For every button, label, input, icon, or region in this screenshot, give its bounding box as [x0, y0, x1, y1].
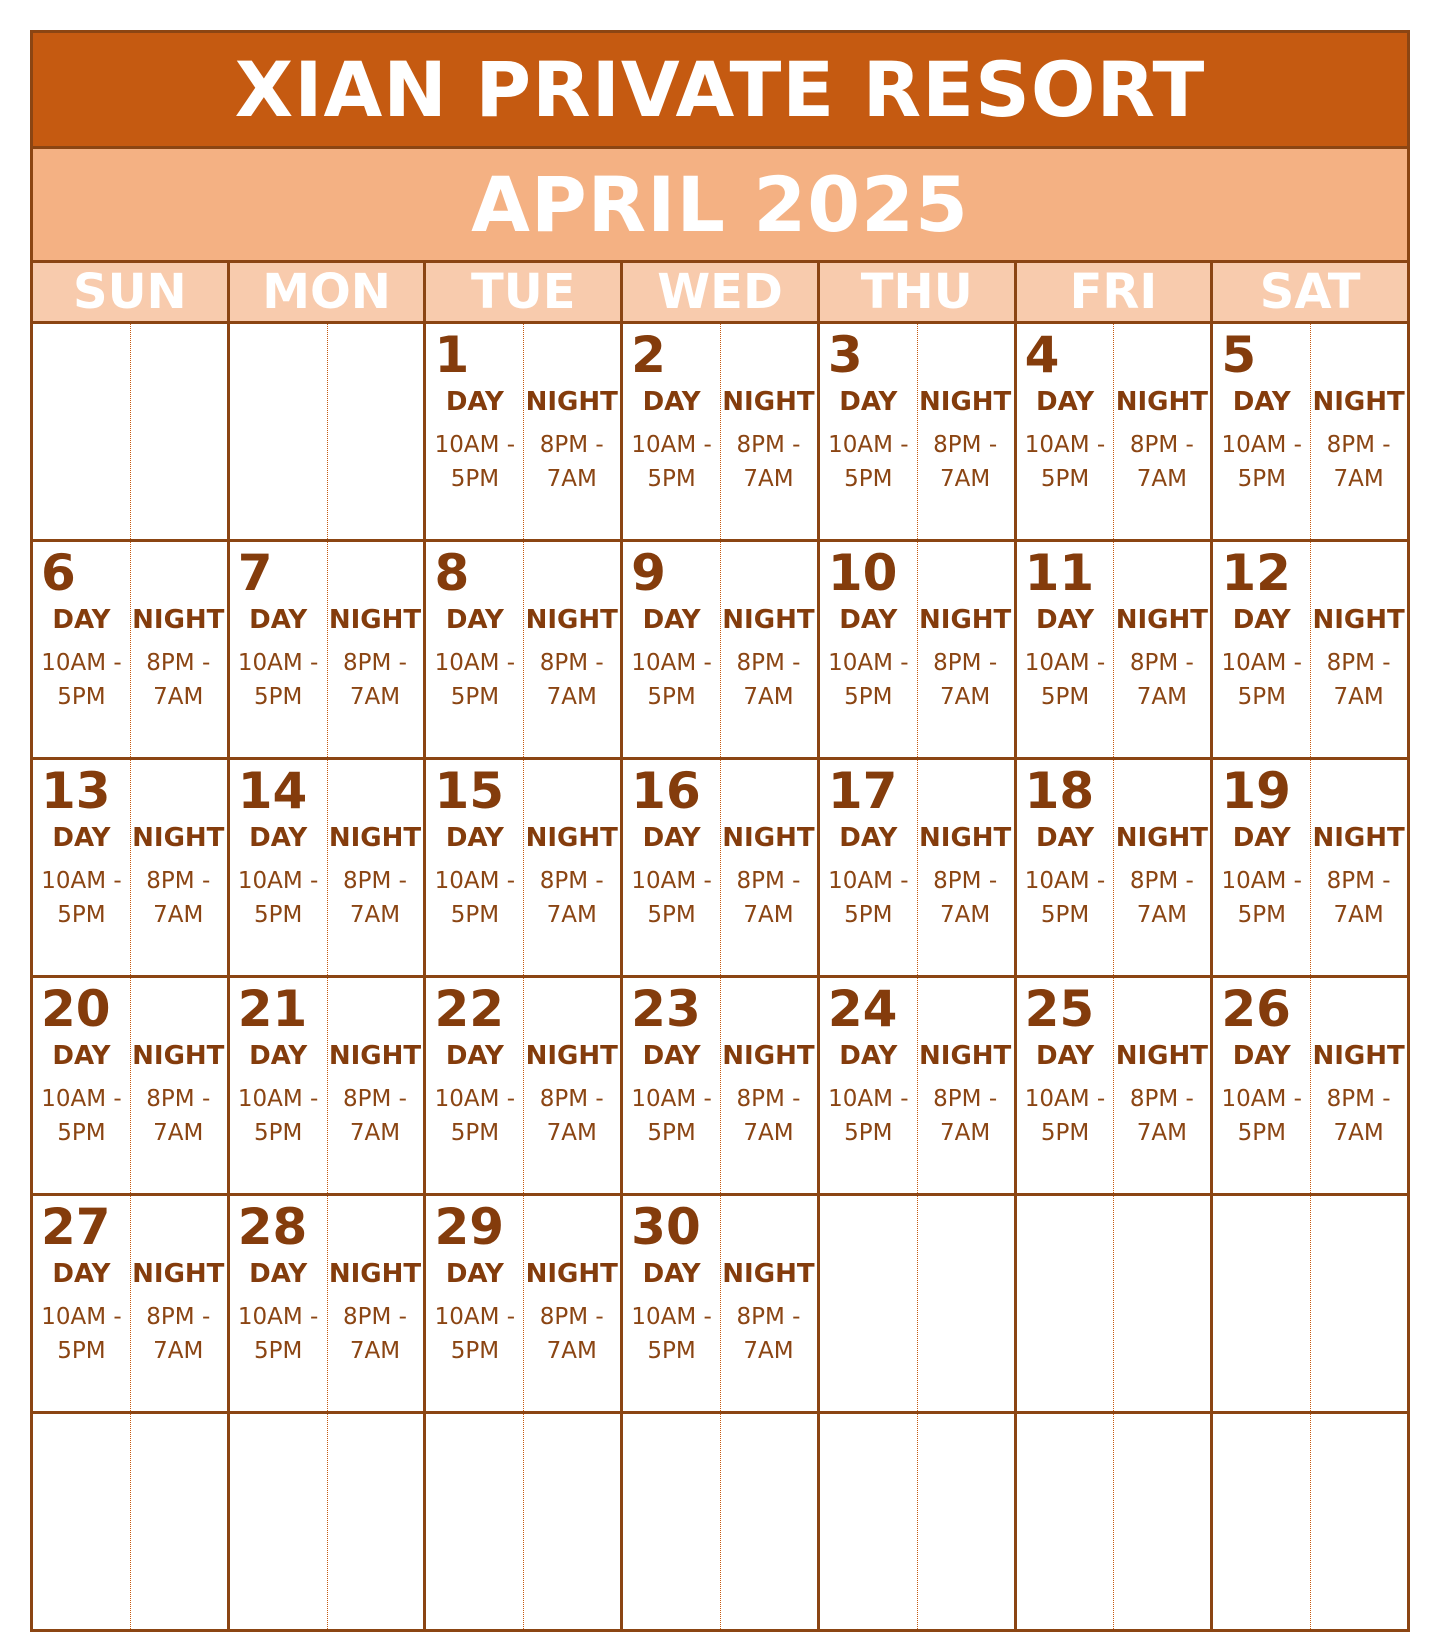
day-cell-30 — [620, 1196, 817, 1411]
day-shift-time: 10AM - 5PM — [434, 868, 516, 928]
day-shift-time: 10AM - 5PM — [434, 432, 516, 492]
night-shift — [327, 1040, 424, 1150]
night-shift-label: NIGHT — [1115, 823, 1209, 853]
day-shift — [426, 386, 523, 496]
night-shift-label: NIGHT — [132, 1041, 225, 1071]
night-shift-time: 8PM - 7AM — [736, 868, 801, 928]
day-shift-time: 10AM - 5PM — [1221, 650, 1302, 710]
day-shift-label: DAY — [1036, 387, 1095, 417]
day-cell-25 — [1014, 978, 1211, 1193]
night-shift-label: NIGHT — [525, 823, 618, 853]
night-shift-time: 8PM - 7AM — [539, 1304, 604, 1364]
weekday-wed: WED — [620, 263, 817, 321]
day-shift-label: DAY — [642, 1041, 701, 1071]
empty-day-cell — [1210, 1196, 1407, 1411]
day-number: 22 — [434, 980, 505, 1038]
night-shift-label: NIGHT — [525, 1259, 618, 1289]
night-shift-time: 8PM - 7AM — [1326, 650, 1391, 710]
night-shift-time: 8PM - 7AM — [539, 650, 604, 710]
day-shift-label: DAY — [839, 605, 898, 635]
night-shift — [523, 1040, 620, 1150]
night-shift — [1310, 604, 1407, 714]
day-shift — [1213, 604, 1310, 714]
night-shift-time: 8PM - 7AM — [736, 1086, 801, 1146]
day-number: 20 — [41, 980, 111, 1038]
day-cell-17 — [817, 760, 1014, 975]
day-shift — [623, 604, 720, 714]
day-cell-24 — [817, 978, 1014, 1193]
day-shift-label: DAY — [1232, 605, 1291, 635]
night-shift-label: NIGHT — [919, 1041, 1012, 1071]
weekday-thu: THU — [817, 263, 1014, 321]
night-shift-label: NIGHT — [132, 1259, 225, 1289]
night-shift — [917, 822, 1014, 932]
day-shift-time: 10AM - 5PM — [1024, 1086, 1106, 1146]
night-shift — [1113, 386, 1210, 496]
day-number: 2 — [631, 326, 666, 384]
night-shift-time: 8PM - 7AM — [146, 1086, 211, 1146]
day-shift-time: 10AM - 5PM — [434, 1086, 516, 1146]
night-shift — [720, 604, 817, 714]
day-cell-12 — [1210, 542, 1407, 757]
day-shift-time: 10AM - 5PM — [41, 868, 122, 928]
day-shift — [1017, 822, 1114, 932]
day-shift-label: DAY — [445, 1041, 504, 1071]
day-number: 9 — [631, 544, 666, 602]
day-shift-time: 10AM - 5PM — [237, 868, 319, 928]
day-number: 26 — [1221, 980, 1291, 1038]
night-shift-time: 8PM - 7AM — [736, 432, 801, 492]
day-shift-label: DAY — [445, 605, 504, 635]
day-shift-label: DAY — [52, 823, 111, 853]
day-number: 13 — [41, 762, 111, 820]
night-shift-time: 8PM - 7AM — [933, 868, 998, 928]
day-shift-time: 10AM - 5PM — [434, 650, 516, 710]
night-shift-label: NIGHT — [132, 823, 225, 853]
day-cell-21 — [227, 978, 424, 1193]
day-shift-label: DAY — [1036, 1041, 1095, 1071]
empty-day-cell — [423, 1414, 620, 1629]
night-shift-time: 8PM - 7AM — [539, 868, 604, 928]
day-shift-label: DAY — [445, 387, 504, 417]
day-shift-time: 10AM - 5PM — [1024, 650, 1106, 710]
day-number: 23 — [631, 980, 701, 1038]
night-shift-label: NIGHT — [722, 605, 815, 635]
night-shift — [720, 822, 817, 932]
night-shift — [130, 604, 227, 714]
day-shift — [426, 1258, 523, 1368]
empty-day-cell — [1210, 1414, 1407, 1629]
night-shift — [1310, 386, 1407, 496]
night-shift — [720, 386, 817, 496]
night-shift — [523, 1258, 620, 1368]
night-shift — [327, 822, 424, 932]
night-shift-label: NIGHT — [1312, 1041, 1405, 1071]
empty-day-cell — [33, 324, 227, 539]
day-shift-time: 10AM - 5PM — [631, 868, 712, 928]
night-shift-label: NIGHT — [722, 1259, 815, 1289]
day-number: 28 — [237, 1198, 308, 1256]
day-shift-label: DAY — [642, 387, 701, 417]
day-shift — [33, 1040, 130, 1150]
night-shift-time: 8PM - 7AM — [1129, 1086, 1194, 1146]
night-shift — [1310, 1040, 1407, 1150]
night-shift-time: 8PM - 7AM — [343, 1086, 407, 1146]
day-cell-10 — [817, 542, 1014, 757]
night-shift — [523, 604, 620, 714]
night-shift — [917, 604, 1014, 714]
night-shift-time: 8PM - 7AM — [539, 1086, 604, 1146]
day-cell-23 — [620, 978, 817, 1193]
empty-day-cell — [1014, 1414, 1211, 1629]
night-shift-label: NIGHT — [328, 823, 422, 853]
day-shift-label: DAY — [249, 605, 308, 635]
day-cell-26 — [1210, 978, 1407, 1193]
day-number: 15 — [434, 762, 505, 820]
day-number: 30 — [631, 1198, 701, 1256]
night-shift-label: NIGHT — [722, 1041, 815, 1071]
weekday-mon: MON — [227, 263, 424, 321]
night-shift-label: NIGHT — [722, 387, 815, 417]
day-shift-time: 10AM - 5PM — [828, 650, 909, 710]
month-title: APRIL 2025 — [33, 149, 1407, 263]
day-number: 19 — [1221, 762, 1291, 820]
day-shift — [426, 604, 523, 714]
day-number: 10 — [827, 544, 898, 602]
day-shift-label: DAY — [52, 605, 111, 635]
day-shift — [1017, 386, 1114, 496]
day-shift — [33, 822, 130, 932]
day-cell-22 — [423, 978, 620, 1193]
day-number: 11 — [1024, 544, 1095, 602]
day-shift-label: DAY — [249, 1259, 308, 1289]
calendar-grid — [33, 324, 1407, 1629]
day-shift-time: 10AM - 5PM — [1221, 1086, 1302, 1146]
night-shift — [523, 822, 620, 932]
day-number: 14 — [237, 762, 308, 820]
day-number: 18 — [1024, 762, 1095, 820]
day-shift-label: DAY — [1232, 387, 1291, 417]
day-number: 17 — [827, 762, 898, 820]
day-shift-time: 10AM - 5PM — [237, 1086, 319, 1146]
night-shift — [1113, 1040, 1210, 1150]
night-shift-label: NIGHT — [919, 823, 1012, 853]
night-shift-label: NIGHT — [1312, 605, 1405, 635]
day-cell-5 — [1210, 324, 1407, 539]
night-shift-label: NIGHT — [722, 823, 815, 853]
day-cell-11 — [1014, 542, 1211, 757]
day-shift — [426, 822, 523, 932]
night-shift — [917, 386, 1014, 496]
day-shift-label: DAY — [839, 387, 898, 417]
day-shift — [623, 822, 720, 932]
night-shift-label: NIGHT — [1312, 387, 1405, 417]
night-shift-time: 8PM - 7AM — [146, 1304, 211, 1364]
day-cell-28 — [227, 1196, 424, 1411]
night-shift-label: NIGHT — [328, 605, 422, 635]
night-shift-time: 8PM - 7AM — [1129, 650, 1194, 710]
night-shift-label: NIGHT — [1312, 823, 1405, 853]
day-number: 1 — [434, 326, 470, 384]
night-shift — [130, 1258, 227, 1368]
day-shift-label: DAY — [839, 823, 898, 853]
day-shift-time: 10AM - 5PM — [631, 432, 712, 492]
day-number: 25 — [1024, 980, 1095, 1038]
day-shift — [33, 1258, 130, 1368]
week-row — [33, 542, 1407, 760]
day-number: 6 — [41, 544, 76, 602]
day-shift-label: DAY — [1232, 823, 1291, 853]
day-shift — [820, 1040, 917, 1150]
day-shift-time: 10AM - 5PM — [41, 1086, 122, 1146]
day-shift — [623, 1040, 720, 1150]
day-shift-label: DAY — [1036, 823, 1095, 853]
day-shift — [1017, 1040, 1114, 1150]
night-shift-label: NIGHT — [132, 605, 225, 635]
night-shift-time: 8PM - 7AM — [736, 1304, 801, 1364]
day-shift-time: 10AM - 5PM — [237, 1304, 319, 1364]
night-shift-label: NIGHT — [328, 1259, 422, 1289]
night-shift-label: NIGHT — [328, 1041, 422, 1071]
weekday-sun: SUN — [73, 264, 187, 320]
day-shift — [1213, 1040, 1310, 1150]
day-cell-7 — [227, 542, 424, 757]
night-shift-label: NIGHT — [525, 605, 618, 635]
day-shift — [820, 822, 917, 932]
day-shift — [1017, 604, 1114, 714]
day-number: 16 — [631, 762, 701, 820]
day-cell-4 — [1014, 324, 1211, 539]
day-shift — [1213, 822, 1310, 932]
night-shift-time: 8PM - 7AM — [736, 650, 801, 710]
night-shift-label: NIGHT — [1115, 1041, 1209, 1071]
day-shift-time: 10AM - 5PM — [828, 868, 909, 928]
week-row — [33, 760, 1407, 978]
day-shift-time: 10AM - 5PM — [1024, 432, 1106, 492]
day-cell-27 — [33, 1196, 227, 1411]
night-shift — [327, 1258, 424, 1368]
week-row — [33, 324, 1407, 542]
day-shift-label: DAY — [249, 823, 308, 853]
day-shift — [623, 386, 720, 496]
empty-day-cell — [620, 1414, 817, 1629]
day-shift-label: DAY — [1036, 605, 1095, 635]
empty-day-cell — [227, 324, 424, 539]
day-cell-1 — [423, 324, 620, 539]
empty-day-cell — [817, 1414, 1014, 1629]
day-shift-time: 10AM - 5PM — [828, 1086, 909, 1146]
day-shift-label: DAY — [52, 1041, 111, 1071]
night-shift-time: 8PM - 7AM — [146, 650, 211, 710]
day-cell-3 — [817, 324, 1014, 539]
night-shift-label: NIGHT — [525, 387, 618, 417]
night-shift-time: 8PM - 7AM — [146, 868, 211, 928]
day-number: 24 — [827, 980, 898, 1038]
day-cell-6 — [33, 542, 227, 757]
day-shift-label: DAY — [249, 1041, 308, 1071]
empty-day-cell — [817, 1196, 1014, 1411]
empty-day-cell — [1014, 1196, 1211, 1411]
day-shift — [820, 386, 917, 496]
day-shift — [230, 822, 327, 932]
night-shift — [1113, 604, 1210, 714]
day-number: 12 — [1221, 544, 1291, 602]
weekday-header-row — [33, 263, 1407, 324]
weekday-tue: TUE — [423, 263, 620, 321]
day-cell-8 — [423, 542, 620, 757]
day-cell-29 — [423, 1196, 620, 1411]
day-shift-time: 10AM - 5PM — [1221, 432, 1302, 492]
week-row — [33, 1196, 1407, 1414]
night-shift-time: 8PM - 7AM — [539, 432, 604, 492]
night-shift-label: NIGHT — [1115, 387, 1209, 417]
night-shift-label: NIGHT — [525, 1041, 618, 1071]
night-shift-time: 8PM - 7AM — [343, 1304, 407, 1364]
day-shift-time: 10AM - 5PM — [1024, 868, 1106, 928]
night-shift-time: 8PM - 7AM — [1326, 432, 1391, 492]
day-cell-18 — [1014, 760, 1211, 975]
empty-day-cell — [33, 1414, 227, 1629]
day-shift-time: 10AM - 5PM — [631, 1086, 712, 1146]
night-shift — [327, 604, 424, 714]
day-cell-19 — [1210, 760, 1407, 975]
night-shift-label: NIGHT — [919, 605, 1012, 635]
day-cell-20 — [33, 978, 227, 1193]
day-shift — [230, 604, 327, 714]
night-shift — [1113, 822, 1210, 932]
day-shift-time: 10AM - 5PM — [434, 1304, 516, 1364]
night-shift-time: 8PM - 7AM — [1326, 1086, 1391, 1146]
day-cell-15 — [423, 760, 620, 975]
night-shift-time: 8PM - 7AM — [933, 650, 998, 710]
day-shift-time: 10AM - 5PM — [41, 1304, 122, 1364]
day-number: 3 — [827, 326, 863, 384]
day-shift-label: DAY — [642, 823, 701, 853]
day-shift — [820, 604, 917, 714]
day-shift-time: 10AM - 5PM — [631, 1304, 712, 1364]
night-shift — [917, 1040, 1014, 1150]
day-cell-13 — [33, 760, 227, 975]
day-cell-9 — [620, 542, 817, 757]
calendar — [30, 30, 1410, 1632]
week-row — [33, 1414, 1407, 1629]
day-shift-label: DAY — [839, 1041, 898, 1071]
night-shift-time: 8PM - 7AM — [1129, 432, 1194, 492]
day-shift-label: DAY — [445, 1259, 504, 1289]
day-shift-label: DAY — [642, 1259, 701, 1289]
day-number: 29 — [434, 1198, 505, 1256]
night-shift — [720, 1258, 817, 1368]
day-number: 8 — [434, 544, 470, 602]
day-cell-16 — [620, 760, 817, 975]
day-shift-time: 10AM - 5PM — [631, 650, 712, 710]
day-shift-time: 10AM - 5PM — [237, 650, 319, 710]
day-shift-time: 10AM - 5PM — [828, 432, 909, 492]
night-shift-time: 8PM - 7AM — [933, 432, 998, 492]
day-cell-14 — [227, 760, 424, 975]
day-shift-label: DAY — [642, 605, 701, 635]
night-shift — [130, 822, 227, 932]
weekday-sat: SAT — [1210, 263, 1407, 321]
night-shift-label: NIGHT — [919, 387, 1012, 417]
day-number: 7 — [237, 544, 273, 602]
empty-day-cell — [227, 1414, 424, 1629]
night-shift — [720, 1040, 817, 1150]
night-shift — [523, 386, 620, 496]
day-number: 27 — [41, 1198, 111, 1256]
day-shift-time: 10AM - 5PM — [41, 650, 122, 710]
day-shift — [230, 1258, 327, 1368]
night-shift-time: 8PM - 7AM — [1129, 868, 1194, 928]
night-shift-label: NIGHT — [1115, 605, 1209, 635]
day-shift-label: DAY — [52, 1259, 111, 1289]
resort-title: XIAN PRIVATE RESORT — [33, 33, 1407, 149]
day-shift — [33, 604, 130, 714]
day-number: 4 — [1024, 326, 1060, 384]
day-shift — [426, 1040, 523, 1150]
day-number: 21 — [237, 980, 308, 1038]
day-shift — [623, 1258, 720, 1368]
night-shift-time: 8PM - 7AM — [933, 1086, 998, 1146]
night-shift — [130, 1040, 227, 1150]
night-shift-time: 8PM - 7AM — [343, 650, 407, 710]
night-shift-time: 8PM - 7AM — [343, 868, 407, 928]
day-cell-2 — [620, 324, 817, 539]
day-shift-label: DAY — [1232, 1041, 1291, 1071]
day-number: 5 — [1221, 326, 1257, 384]
day-shift — [1213, 386, 1310, 496]
day-shift — [230, 1040, 327, 1150]
day-shift-time: 10AM - 5PM — [1221, 868, 1302, 928]
week-row — [33, 978, 1407, 1196]
day-shift-label: DAY — [445, 823, 504, 853]
night-shift-time: 8PM - 7AM — [1326, 868, 1391, 928]
night-shift — [1310, 822, 1407, 932]
weekday-fri: FRI — [1014, 263, 1211, 321]
